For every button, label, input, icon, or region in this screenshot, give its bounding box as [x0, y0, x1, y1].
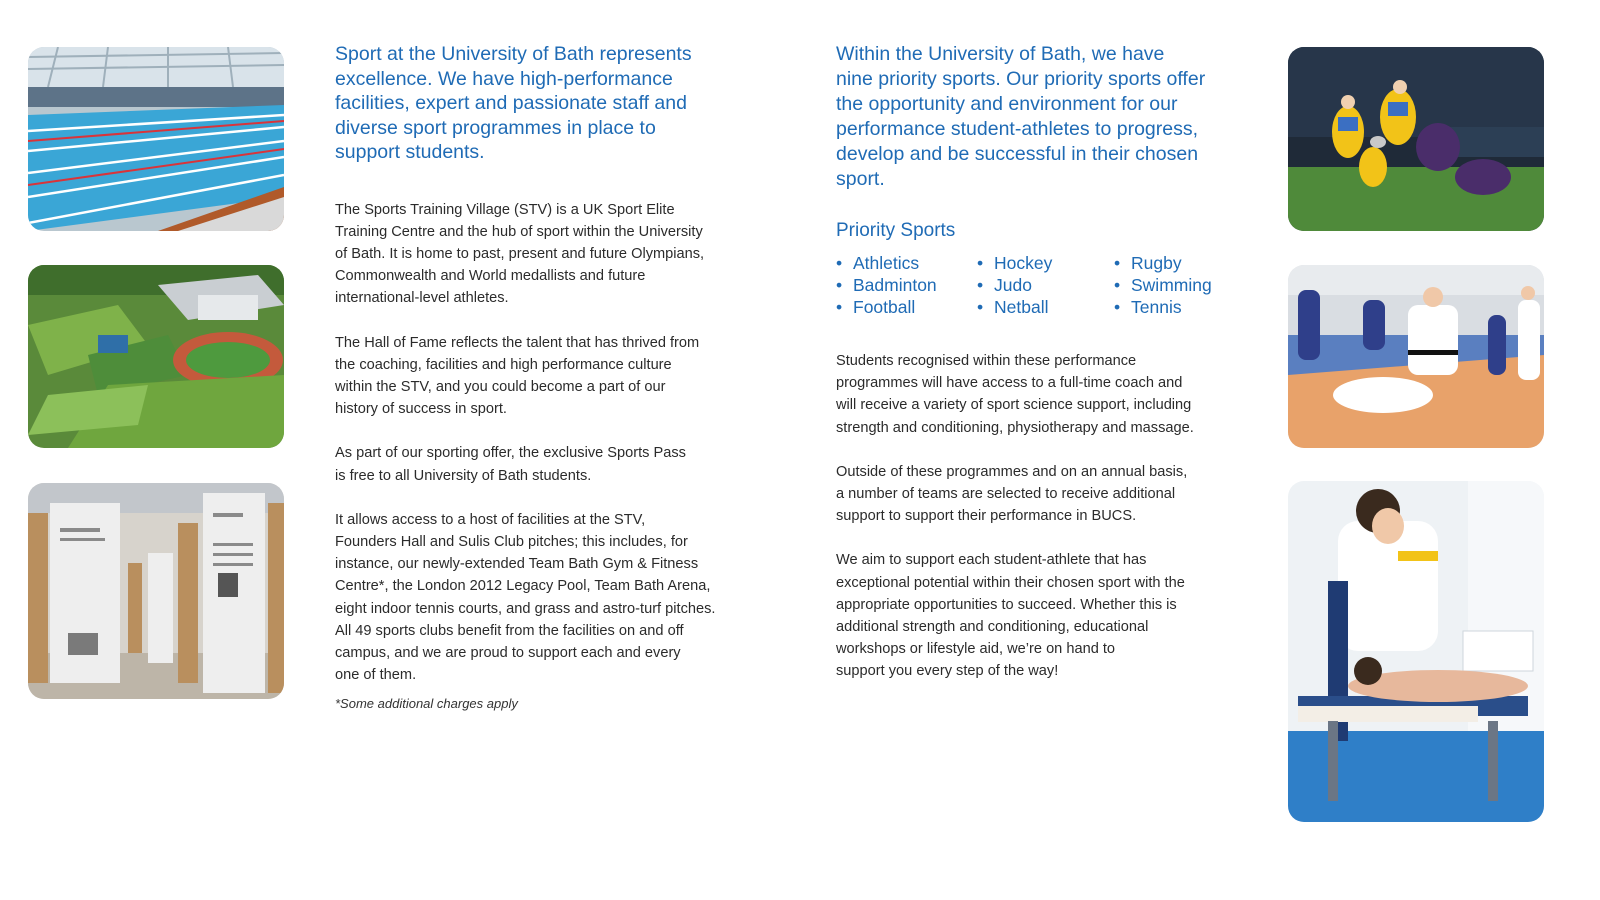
judo-photo — [1288, 265, 1544, 448]
facilities-paragraph: It allows access to a host of facilities at the STV, Founders Hall and Sulis Club pitches; this includes, for instance, our newly-extended Team Bath Gym & Fitness Centre*, the London 2012 Legacy Pool, Team Bath Arena, eight indoor tennis courts, and grass and astro-turf pitches. All 49 sports clubs benefit from the facilities on and off campus, and we are proud to support each and every one of them. — [335, 511, 716, 684]
list-item: • Swimming — [1114, 275, 1212, 295]
right-lead-text: Within the University of Bath, we have nine priority sports. Our priority sports offer the opportunity and environment for our performance student-athletes to progress, develop and be successful in their chosen sport. — [836, 43, 1206, 190]
left-lead-text: Sport at the University of Bath represents excellence. We have high-performance facilities, expert and passionate staff and diverse sport programmes in place to support students. — [335, 43, 692, 163]
hall-of-fame-photo — [28, 483, 284, 699]
priority-sports-heading: Priority Sports — [836, 220, 956, 241]
physiotherapy-photo — [1288, 481, 1544, 822]
sports-column-3 — [1114, 252, 1212, 318]
bucs-paragraph: Outside of these programmes and on an annual basis, a number of teams are selected to receive additional support to support their performance in BUCS. — [836, 463, 1188, 525]
list-item: • Football — [836, 297, 916, 317]
campus-aerial-photo — [28, 265, 284, 448]
list-item: • Hockey — [977, 253, 1053, 273]
list-item: • Rugby — [1114, 253, 1182, 273]
list-item: • Netball — [977, 297, 1049, 317]
stv-paragraph: The Sports Training Village (STV) is a UK Sport Elite Training Centre and the hub of sport within the University of Bath. It is home to past, present and future Olympians, Commonwealth and World medallists and future international-level athletes. — [335, 201, 705, 307]
list-item: • Judo — [977, 275, 1032, 295]
support-paragraph: Students recognised within these performance programmes will have access to a full-time coach and will receive a variety of sport science support, including strength and conditioning, physiotherapy and massage. — [836, 353, 1194, 436]
left-text-column — [335, 42, 755, 711]
list-item: • Badminton — [836, 275, 937, 295]
sports-column-2 — [977, 252, 1052, 318]
sports-pass-paragraph: As part of our sporting offer, the exclusive Sports Pass is free to all University of Bath students. — [335, 445, 686, 484]
footnote: *Some additional charges apply — [335, 696, 518, 712]
swimming-pool-photo — [28, 47, 284, 231]
aim-paragraph: We aim to support each student-athlete that has exceptional potential within their chosen sport with the appropriate opportunities to succeed. Whether this is additional strength and conditioning, educational workshops or lifestyle aid, we’re on hand to support you every step of the way! — [836, 552, 1185, 680]
sports-column-1 — [836, 252, 937, 318]
rugby-photo — [1288, 47, 1544, 231]
hall-of-fame-paragraph: The Hall of Fame reflects the talent that has thrived from the coaching, facilities and high performance culture within the STV, and you could become a part of our history of success in sport. — [335, 334, 700, 418]
list-item: • Athletics — [836, 253, 920, 273]
priority-sports-list — [836, 252, 1236, 324]
list-item: • Tennis — [1114, 297, 1182, 317]
right-text-column — [836, 42, 1236, 683]
